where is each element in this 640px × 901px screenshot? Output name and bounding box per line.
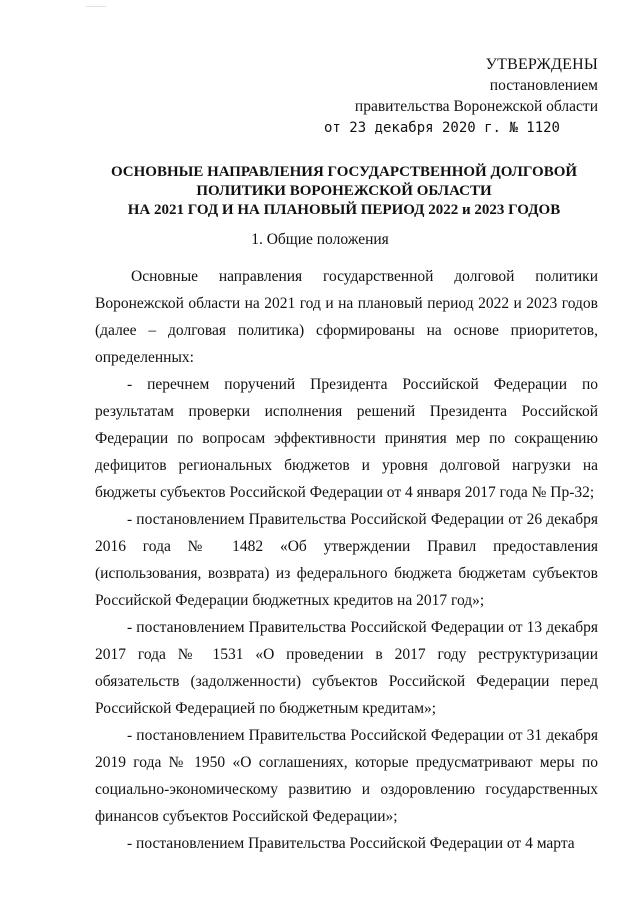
approval-title: УТВЕРЖДЕНЫ <box>485 56 598 73</box>
title-line-2: ПОЛИТИКИ ВОРОНЕЖСКОЙ ОБЛАСТИ <box>196 183 492 199</box>
list-item: - перечнем поручений Президента Российской Федерации по результатам проверки исполнения решений Президента Российской Федерации по вопросам эффективности принятия мер по сокращению дефицитов региональных бюджетов и уровня долговой нагрузки на бюджеты субъектов Российской Федерации от 4 января 2017 года № Пр-32; <box>95 376 598 501</box>
approval-line-2: правительства Воронежской области <box>354 98 598 115</box>
document-body <box>95 263 598 857</box>
section-heading: 1. Общие положения <box>251 231 389 248</box>
intro-paragraph: Основные направления государственной долговой политики Воронежской области на 2021 год и на плановый период 2022 и 2023 годов (далее – долговая политика) сформированы на основе приоритетов, определенных: <box>95 268 598 366</box>
approval-stamp <box>324 54 598 139</box>
approval-date: от 23 декабря 2020 г. № 1120 <box>323 120 560 136</box>
approval-line-1: постановлением <box>489 77 598 94</box>
list-item: - постановлением Правительства Российской Федерации от 26 декабря 2016 года № 1482 «Об утверждении Правил предоставления (использования, возврата) из федерального бюджета бюджетам субъектов Российской Федерации бюджетных кредитов на 2017 год»; <box>95 511 598 609</box>
scan-mark <box>86 0 106 7</box>
list-item: - постановлением Правительства Российской Федерации от 13 декабря 2017 года № 1531 «О проведении в 2017 году реструктуризации обязательств (задолженности) субъектов Российской Федерации перед Российской Федерацией по бюджетным кредитам»; <box>95 619 598 717</box>
title-line-1: ОСНОВНЫЕ НАПРАВЛЕНИЯ ГОСУДАРСТВЕННОЙ ДОЛГОВОЙ <box>110 164 578 180</box>
list-item: - постановлением Правительства Российской Федерации от 4 марта <box>127 835 575 852</box>
document-title <box>70 163 618 220</box>
list-item: - постановлением Правительства Российской Федерации от 31 декабря 2019 года № 1950 «О соглашениях, которые предусматривают меры по социально-экономическому развитию и оздоровлению государственных финансов субъектов Российской Федерации»; <box>95 727 598 825</box>
title-line-3: НА 2021 ГОД И НА ПЛАНОВЫЙ ПЕРИОД 2022 и 2023 ГОДОВ <box>127 202 561 218</box>
